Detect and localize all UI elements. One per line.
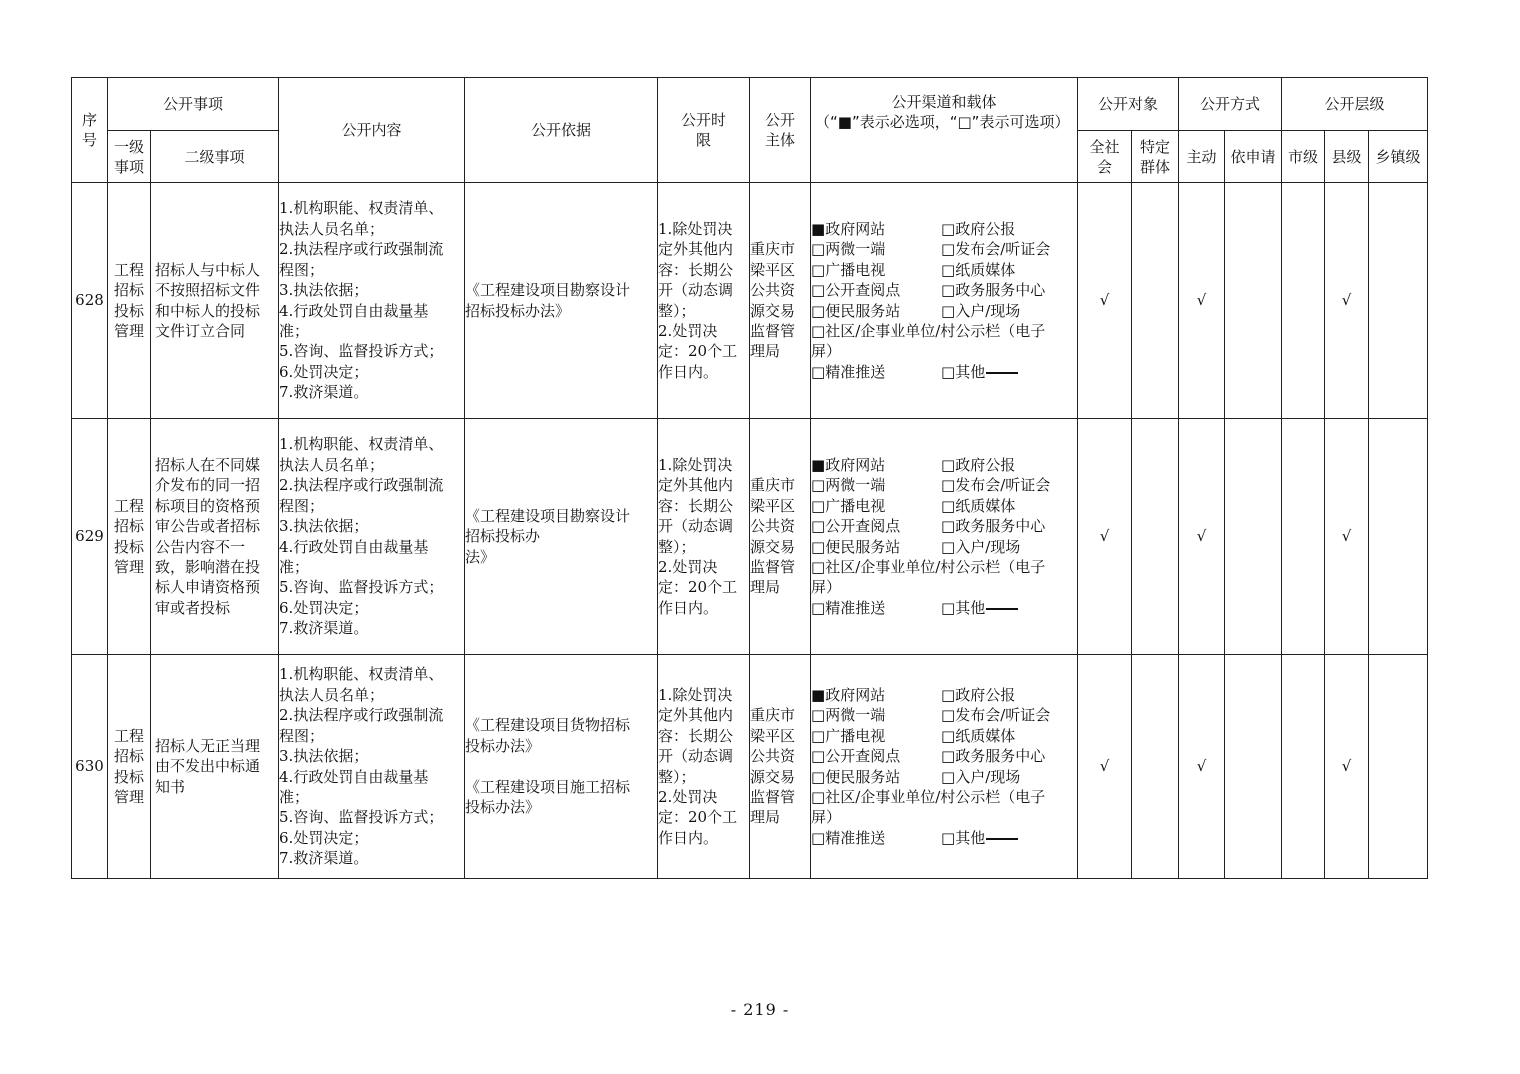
time-limit-line: 容：长期公	[658, 260, 734, 279]
audience-specific-check	[1132, 655, 1179, 879]
basis-line: 《工程建设项目施工招标	[465, 777, 631, 796]
audience-specific-check	[1132, 183, 1179, 419]
header-time-limit: 公开时限	[658, 78, 750, 183]
channel-option-other	[941, 828, 1018, 848]
row-seq-number: 628	[75, 291, 104, 310]
content-line: 准；	[279, 787, 310, 806]
channel-option: □政务服务中心	[941, 517, 1046, 536]
time-limit-line: 1.除处罚决	[658, 455, 733, 474]
header-content: 公开内容	[279, 78, 465, 183]
header-level1: 一级事项	[108, 131, 151, 183]
subject-line: 重庆市	[750, 240, 796, 259]
level-city-check	[1282, 655, 1325, 879]
header-level-county: 县级	[1325, 131, 1369, 183]
content-line: 准；	[279, 557, 310, 576]
header-level2: 二级事项	[151, 131, 279, 183]
channel-option: □广播电视	[811, 260, 886, 279]
row-content	[279, 183, 465, 419]
content-line: 6.处罚决定；	[279, 598, 369, 617]
basis-line	[465, 756, 657, 776]
row-content	[279, 655, 465, 879]
row-level1	[108, 655, 151, 879]
row-subject	[750, 419, 811, 655]
channel-option: □政府公报	[941, 685, 1016, 704]
basis-line: 《工程建设项目勘察设计	[465, 281, 631, 300]
channel-option: □入户/现场	[941, 767, 1021, 786]
header-method-request: 依申请	[1225, 131, 1282, 183]
content-line: 3.执法依据；	[279, 747, 369, 766]
channel-option: □精准推送	[811, 362, 886, 381]
time-limit-line: 2.处罚决	[658, 787, 718, 806]
header-seq: 序号	[72, 78, 108, 183]
content-line: 5.咨询、监督投诉方式；	[279, 808, 444, 827]
header-row-1	[72, 78, 1428, 131]
channel-option: □公开查阅点	[811, 517, 901, 536]
content-line: 7.救济渠道。	[279, 619, 369, 638]
channel-option: ■政府网站	[811, 219, 886, 238]
channel-option: □政府公报	[941, 219, 1016, 238]
time-limit-line: 定：20个工	[658, 578, 738, 597]
basis-line: 《工程建设项目货物招标	[465, 716, 631, 735]
level-city-check	[1282, 419, 1325, 655]
content-line: 2.执法程序或行政强制流	[279, 476, 444, 495]
content-line: 执法人员名单；	[279, 219, 385, 238]
fill-in-blank	[986, 372, 1018, 374]
content-line: 3.执法依据；	[279, 517, 369, 536]
subject-line: 监督管	[750, 787, 796, 806]
row-seq	[72, 419, 108, 655]
channel-option-community: □社区/企事业单位/村公示栏（电子	[811, 557, 1046, 576]
time-limit-line: 容：长期公	[658, 726, 734, 745]
channel-option: □入户/现场	[941, 301, 1021, 320]
channel-option-other	[941, 598, 1018, 618]
table-body	[72, 183, 1428, 879]
row-level2	[151, 419, 279, 655]
channel-option: □政务服务中心	[941, 747, 1046, 766]
row-time-limit	[658, 655, 750, 879]
header-channels	[811, 78, 1078, 183]
page-number: - 219 -	[730, 1000, 790, 1019]
channel-option: □便民服务站	[811, 767, 901, 786]
audience-all-check: √	[1078, 655, 1132, 879]
channel-option: ■政府网站	[811, 685, 886, 704]
channel-option-community: 屏）	[811, 342, 842, 361]
basis-line: 招标投标办	[465, 527, 541, 546]
row-level2	[151, 183, 279, 419]
header-audience: 公开对象	[1078, 78, 1179, 131]
row-seq	[72, 183, 108, 419]
channel-option: □政务服务中心	[941, 281, 1046, 300]
time-limit-line: 开（动态调	[658, 517, 734, 536]
subject-line: 梁平区	[750, 260, 796, 279]
header-channel-title: 公开渠道和载体	[891, 93, 997, 111]
channel-option-other-label: □其他	[941, 362, 986, 381]
time-limit-line: 整）；	[658, 767, 696, 786]
content-line: 4.行政处罚自由裁量基	[279, 767, 429, 786]
header-method: 公开方式	[1179, 78, 1282, 131]
channel-option: □精准推送	[811, 828, 886, 847]
level-county-check: √	[1325, 655, 1369, 879]
content-line: 4.行政处罚自由裁量基	[279, 537, 429, 556]
subject-line: 重庆市	[750, 476, 796, 495]
subject-line: 公共资	[750, 517, 796, 536]
time-limit-line: 1.除处罚决	[658, 219, 733, 238]
row-level2-text: 招标人在不同媒介发布的同一招标项目的资格预审公告或者招标公告内容不一致，影响潜在投标人申请资格预审或者投标	[155, 455, 261, 617]
subject-line: 理局	[750, 578, 781, 597]
content-line: 4.行政处罚自由裁量基	[279, 301, 429, 320]
channel-option: □两微一端	[811, 240, 886, 259]
row-level2	[151, 655, 279, 879]
channel-option: ■政府网站	[811, 455, 886, 474]
subject-line: 源交易	[750, 767, 796, 786]
time-limit-line: 定：20个工	[658, 808, 738, 827]
subject-line: 理局	[750, 342, 781, 361]
content-line: 程图；	[279, 260, 325, 279]
time-limit-line: 容：长期公	[658, 496, 734, 515]
time-limit-line: 开（动态调	[658, 281, 734, 300]
basis-line: 《工程建设项目勘察设计	[465, 506, 631, 525]
channel-option: □发布会/听证会	[941, 476, 1051, 495]
channel-option-other-label: □其他	[941, 598, 986, 617]
disclosure-table	[71, 77, 1428, 879]
time-limit-line: 作日内。	[658, 598, 719, 617]
header-channel-note: （“■”表示必选项，“□”表示可选项）	[815, 113, 1070, 131]
channel-option: □两微一端	[811, 476, 886, 495]
channel-option: □便民服务站	[811, 301, 901, 320]
row-subject	[750, 183, 811, 419]
subject-line: 源交易	[750, 301, 796, 320]
channel-option-other-label: □其他	[941, 828, 986, 847]
row-content	[279, 419, 465, 655]
time-limit-line: 作日内。	[658, 362, 719, 381]
row-level1-text: 工程招标投标管理	[113, 496, 144, 576]
time-limit-line: 1.除处罚决	[658, 685, 733, 704]
row-level1-text: 工程招标投标管理	[113, 260, 144, 340]
row-channels	[811, 183, 1078, 419]
subject-line: 梁平区	[750, 496, 796, 515]
method-request-check	[1225, 183, 1282, 419]
method-active-check: √	[1179, 183, 1225, 419]
channel-option-community: 屏）	[811, 808, 842, 827]
content-line: 执法人员名单；	[279, 455, 385, 474]
subject-line: 监督管	[750, 557, 796, 576]
row-level1	[108, 419, 151, 655]
time-limit-line: 整）；	[658, 301, 696, 320]
channel-option: □广播电视	[811, 496, 886, 515]
row-level1	[108, 183, 151, 419]
time-limit-line: 2.处罚决	[658, 557, 718, 576]
table-row	[72, 419, 1428, 655]
content-line: 1.机构职能、权责清单、	[279, 199, 444, 218]
subject-line: 源交易	[750, 537, 796, 556]
level-county-check: √	[1325, 183, 1369, 419]
content-line: 程图；	[279, 726, 325, 745]
header-audience-specific: 特定群体	[1132, 131, 1179, 183]
header-basis: 公开依据	[465, 78, 658, 183]
content-line: 2.执法程序或行政强制流	[279, 240, 444, 259]
channel-option: □精准推送	[811, 598, 886, 617]
row-channels	[811, 419, 1078, 655]
table-row	[72, 655, 1428, 879]
channel-option: □发布会/听证会	[941, 706, 1051, 725]
channel-option: □纸质媒体	[941, 496, 1016, 515]
level-town-check	[1369, 183, 1428, 419]
row-time-limit	[658, 419, 750, 655]
time-limit-line: 定：20个工	[658, 342, 738, 361]
level-town-check	[1369, 419, 1428, 655]
subject-line: 理局	[750, 808, 781, 827]
content-line: 准；	[279, 321, 310, 340]
content-line: 程图；	[279, 496, 325, 515]
content-line: 3.执法依据；	[279, 281, 369, 300]
method-active-check: √	[1179, 655, 1225, 879]
channel-option: □发布会/听证会	[941, 240, 1051, 259]
row-subject	[750, 655, 811, 879]
channel-option: □政府公报	[941, 455, 1016, 474]
time-limit-line: 开（动态调	[658, 747, 734, 766]
header-level-city: 市级	[1282, 131, 1325, 183]
channel-option-other	[941, 362, 1018, 382]
table-row	[72, 183, 1428, 419]
channel-option-community: □社区/企事业单位/村公示栏（电子	[811, 787, 1046, 806]
channel-option: □纸质媒体	[941, 260, 1016, 279]
header-matter: 公开事项	[108, 78, 279, 131]
audience-all-check: √	[1078, 183, 1132, 419]
subject-line: 重庆市	[750, 706, 796, 725]
level-town-check	[1369, 655, 1428, 879]
method-request-check	[1225, 655, 1282, 879]
time-limit-line: 作日内。	[658, 828, 719, 847]
time-limit-line: 整）；	[658, 537, 696, 556]
row-level2-text: 招标人无正当理由不发出中标通知书	[155, 736, 261, 796]
row-level2-text: 招标人与中标人不按照招标文件和中标人的投标文件订立合同	[155, 260, 261, 340]
header-level: 公开层级	[1282, 78, 1428, 131]
channel-option: □入户/现场	[941, 537, 1021, 556]
content-line: 1.机构职能、权责清单、	[279, 665, 444, 684]
fill-in-blank	[986, 838, 1018, 840]
row-basis	[465, 655, 658, 879]
header-level-town: 乡镇级	[1369, 131, 1428, 183]
channel-option-community: 屏）	[811, 578, 842, 597]
basis-line: 投标办法》	[465, 736, 541, 755]
content-line: 执法人员名单；	[279, 685, 385, 704]
content-line: 7.救济渠道。	[279, 849, 369, 868]
time-limit-line: 2.处罚决	[658, 321, 718, 340]
subject-line: 公共资	[750, 747, 796, 766]
method-active-check: √	[1179, 419, 1225, 655]
row-seq-number: 629	[75, 527, 104, 546]
method-request-check	[1225, 419, 1282, 655]
header-audience-all: 全社会	[1078, 131, 1132, 183]
time-limit-line: 定外其他内	[658, 706, 734, 725]
level-county-check: √	[1325, 419, 1369, 655]
basis-line: 法》	[465, 547, 496, 566]
channel-option: □广播电视	[811, 726, 886, 745]
basis-line: 招标投标办法》	[465, 301, 571, 320]
channel-option: □公开查阅点	[811, 747, 901, 766]
audience-all-check: √	[1078, 419, 1132, 655]
basis-line: 投标办法》	[465, 798, 541, 817]
content-line: 6.处罚决定；	[279, 362, 369, 381]
content-line: 7.救济渠道。	[279, 383, 369, 402]
time-limit-line: 定外其他内	[658, 476, 734, 495]
content-line: 1.机构职能、权责清单、	[279, 435, 444, 454]
header-method-active: 主动	[1179, 131, 1225, 183]
channel-option-community: □社区/企事业单位/村公示栏（电子	[811, 321, 1046, 340]
fill-in-blank	[986, 608, 1018, 610]
row-level1-text: 工程招标投标管理	[113, 726, 144, 806]
row-seq	[72, 655, 108, 879]
header-subject: 公开主体	[750, 78, 811, 183]
row-seq-number: 630	[75, 757, 104, 776]
audience-specific-check	[1132, 419, 1179, 655]
channel-option: □便民服务站	[811, 537, 901, 556]
content-line: 5.咨询、监督投诉方式；	[279, 578, 444, 597]
content-line: 5.咨询、监督投诉方式；	[279, 342, 444, 361]
subject-line: 梁平区	[750, 726, 796, 745]
subject-line: 公共资	[750, 281, 796, 300]
level-city-check	[1282, 183, 1325, 419]
row-time-limit	[658, 183, 750, 419]
channel-option: □两微一端	[811, 706, 886, 725]
channel-option: □纸质媒体	[941, 726, 1016, 745]
content-line: 2.执法程序或行政强制流	[279, 706, 444, 725]
subject-line: 监督管	[750, 321, 796, 340]
row-basis	[465, 183, 658, 419]
row-channels	[811, 655, 1078, 879]
row-basis	[465, 419, 658, 655]
time-limit-line: 定外其他内	[658, 240, 734, 259]
channel-option: □公开查阅点	[811, 281, 901, 300]
content-line: 6.处罚决定；	[279, 828, 369, 847]
